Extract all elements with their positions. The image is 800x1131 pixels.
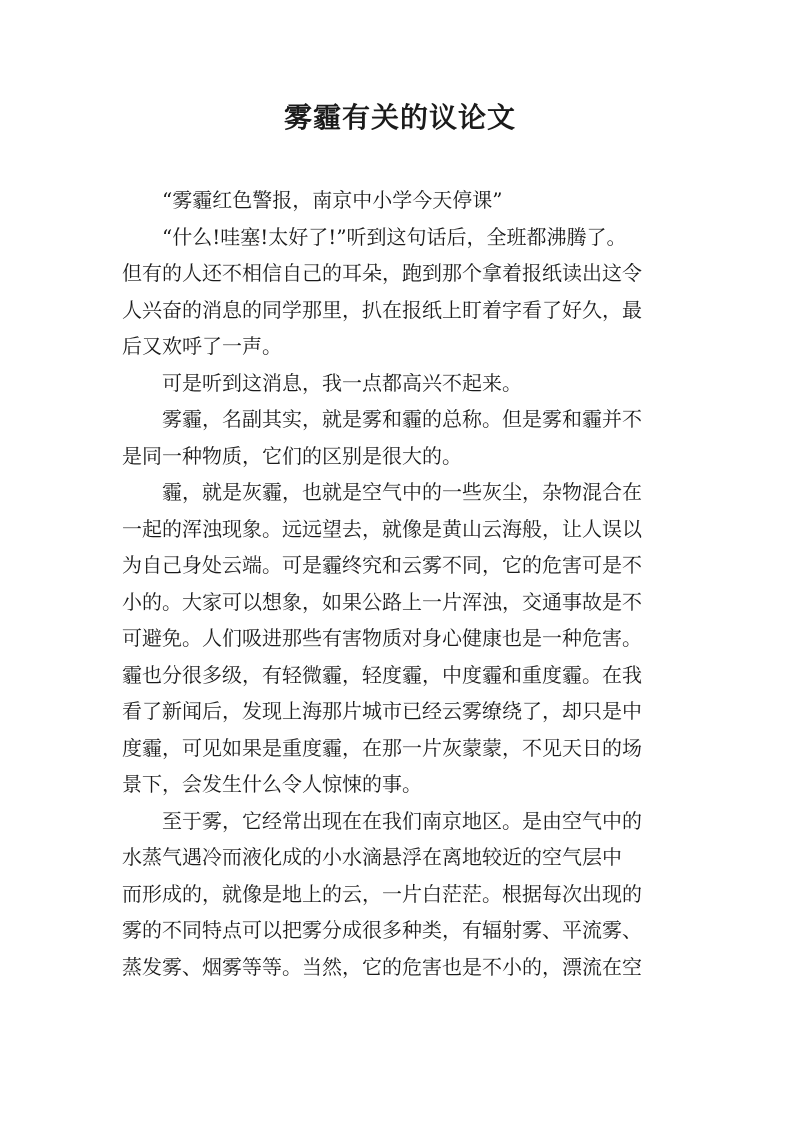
- paragraph-class-reaction: “什么!哇塞!太好了!”听到这句话后，全班都沸腾了。 但有的人还不相信自己的耳朵，跑到那个拿着报纸读出这令 人兴奋的消息的同学那里，扒在报纸上盯着字看了好久，最 后又欢呼了一声。: [122, 224, 642, 358]
- paragraph-headline-quote: “雾霾红色警报，南京中小学今天停课”: [162, 188, 503, 212]
- paragraph-haze-description: 霾，就是灰霾，也就是空气中的一些灰尘，杂物混合在 一起的浑浊现象。远远望去，就像是黄山云海般，让人误以 为自己身处云端。可是霾终究和云雾不同，它的危害可是不 小的。大家可以想象，如果公路上一片浑浊，交通事故是不 可避免。人们吸进那些有害物质对身心健康也是一种危害。 霾也分很多级，有轻微霾，轻度霾，中度霾和重度霾。在我 看了新闻后，发现上海那片城市已经云雾缭绕了，却只是中 度霾，可见如果是重度霾，在那一片灰蒙蒙，不见天日的场 景下，会发生什么令人惊悚的事。: [122, 480, 642, 796]
- document-body: [122, 182, 682, 985]
- paragraph-smog-definition: 雾霾，名副其实，就是雾和霾的总称。但是雾和霾并不 是同一种物质，它们的区别是很大的。: [122, 407, 642, 468]
- paragraph-fog-description: 至于雾，它经常出现在在我们南京地区。是由空气中的 水蒸气遇冷而液化成的小水滴悬浮在离地较近的空气层中 而形成的，就像是地上的云，一片白茫茫。根据每次出现的 雾的不同特点可以把雾分成很多种类，有辐射雾、平流雾、 蒸发雾、烟雾等等。当然，它的危害也是不小的，漂流在空: [122, 808, 642, 979]
- paragraph-not-happy: 可是听到这消息，我一点都高兴不起来。: [162, 370, 522, 395]
- document-title: 雾霾有关的议论文: [283, 101, 516, 134]
